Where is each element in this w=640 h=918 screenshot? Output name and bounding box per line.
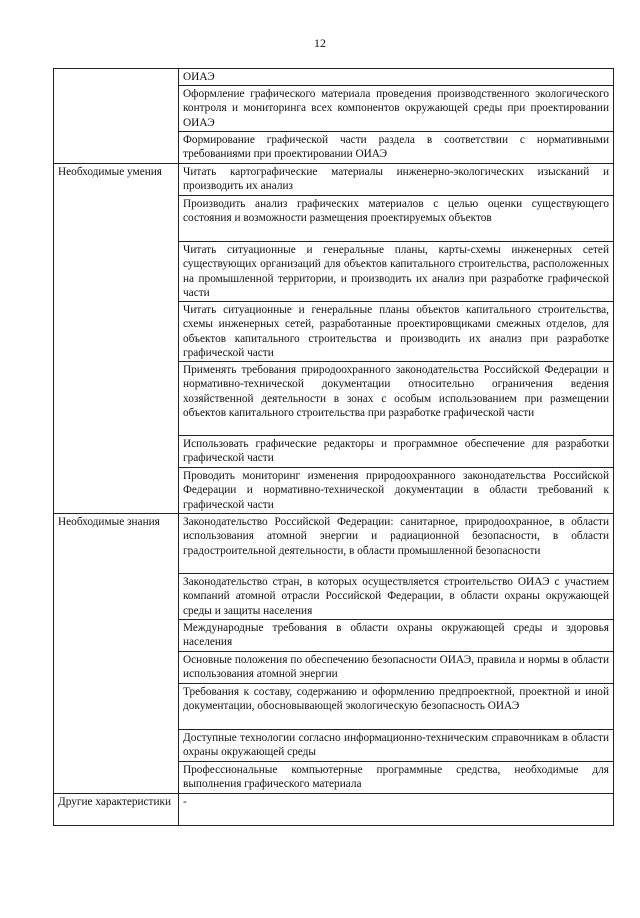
table-cell-text: Читать картографические материалы инженерно-экологических изысканий и производить их анализ <box>179 164 614 196</box>
characteristics-table <box>53 68 614 826</box>
table-cell-text: Законодательство Российской Федерации: санитарное, природоохранное, в области использования атомной энергии и радиационной безопасности, в области градостроительной деятельности, в области промышленной безопасности <box>179 514 614 574</box>
table-cell-text: Международные требования в области охраны окружающей среды и здоровья населения <box>179 620 614 652</box>
table-cell-text: Профессиональные компьютерные программные средства, необходимые для выполнения графического материала <box>179 762 614 794</box>
table-cell-text: Формирование графической части раздела в соответствии с нормативными требованиями при проектировании ОИАЭ <box>179 132 614 164</box>
table-cell-text: Применять требования природоохранного законодательства Российской Федерации и нормативно-технической документации относительно ограничения ведения хозяйственной деятельности в зонах с особым использованием при размещении объектов капитального строительства при разработке графической части <box>179 362 614 436</box>
table-cell-text: Оформление графического материала проведения производственного экологического контроля и мониторинга всех компонентов окружающей среды при проектировании ОИАЭ <box>179 86 614 132</box>
page-number: 12 <box>314 36 326 50</box>
table-row <box>54 514 614 574</box>
table-cell-text: Доступные технологии согласно информационно-техническим справочникам в области охраны окружающей среды <box>179 730 614 762</box>
table-cell-text: - <box>179 794 614 826</box>
table-row <box>54 794 614 826</box>
table-cell-text: Проводить мониторинг изменения природоохранного законодательства Российской Федерации и нормативно-технической документации в области требований к графической части <box>179 468 614 514</box>
table-cell-text: Основные положения по обеспечению безопасности ОИАЭ, правила и нормы в области использования атомной энергии <box>179 652 614 684</box>
table-row <box>54 164 614 196</box>
table-cell-text: Читать ситуационные и генеральные планы объектов капитального строительства, схемы инженерных сетей, разработанные проектировщиками смежных отделов, для объектов капитального строительства и производить их анализ при разработке графической части <box>179 302 614 362</box>
section-label-other: Другие характеристики <box>54 794 179 826</box>
table-cell-text: Законодательство стран, в которых осуществляется строительство ОИАЭ с участием компаний атомной отрасли Российской Федерации, в области охраны окружающей среды и защиты населения <box>179 574 614 620</box>
table-cell-text: Читать ситуационные и генеральные планы, карты-схемы инженерных сетей существующих организаций для объектов капитального строительства, расположенных на промышленной территории, и производить их анализ при разработке графической части <box>179 242 614 302</box>
section-label-knowledge: Необходимые знания <box>54 514 179 794</box>
table-row <box>54 69 614 86</box>
table-cell-text: ОИАЭ <box>179 69 614 86</box>
continuation-label-cell <box>54 69 179 164</box>
table-cell-text: Использовать графические редакторы и программное обеспечение для разработки графической части <box>179 436 614 468</box>
section-label-skills: Необходимые умения <box>54 164 179 514</box>
table-cell-text: Производить анализ графических материалов с целью оценки существующего состояния и возможности размещения проектируемых объектов <box>179 196 614 242</box>
table-cell-text: Требования к составу, содержанию и оформлению предпроектной, проектной и иной документации, обосновывающей экологическую безопасность ОИАЭ <box>179 684 614 730</box>
